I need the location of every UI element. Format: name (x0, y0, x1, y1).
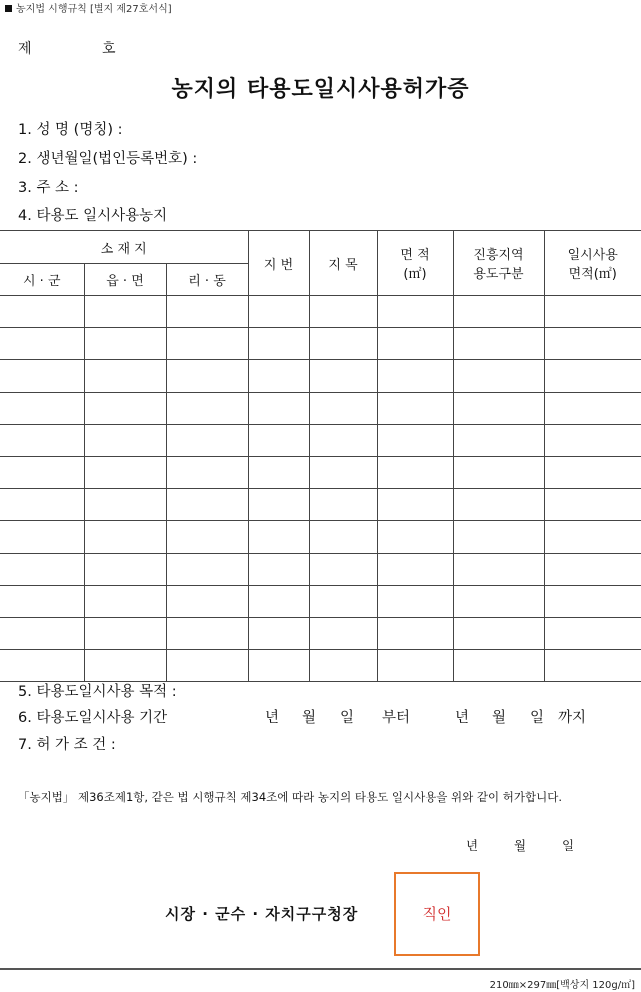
table-row (0, 521, 641, 553)
table-cell (377, 296, 453, 328)
table-cell (248, 650, 309, 682)
lot-number-header: 지 번 (248, 231, 309, 296)
table-cell (84, 489, 166, 521)
town-header: 읍 · 면 (84, 264, 166, 296)
item-birth: 2. 생년월일(법인등록번호) : (18, 151, 198, 167)
table-cell (309, 456, 377, 488)
temp-area-header-line2: 면적(㎡) (568, 267, 617, 282)
table-cell (166, 617, 248, 649)
issue-date-day: 일 (562, 838, 575, 853)
table-row (0, 296, 641, 328)
page-title: 농지의 타용도일시사용허가증 (171, 77, 470, 102)
table-cell (248, 296, 309, 328)
table-cell (84, 650, 166, 682)
table-cell (0, 489, 84, 521)
table-cell (166, 392, 248, 424)
table-cell (248, 585, 309, 617)
form-reference (5, 0, 172, 15)
table-cell (377, 521, 453, 553)
table-cell (544, 585, 641, 617)
table-cell (166, 424, 248, 456)
table-cell (309, 521, 377, 553)
table-cell (0, 553, 84, 585)
village-header: 리 · 동 (166, 264, 248, 296)
table-cell (544, 360, 641, 392)
period-from: 부터 (382, 710, 411, 726)
item-land: 4. 타용도 일시사용농지 (18, 208, 168, 224)
table-cell (166, 650, 248, 682)
table-cell (84, 456, 166, 488)
zone-header (453, 231, 544, 296)
table-cell (0, 456, 84, 488)
item-period (18, 706, 587, 727)
table-cell (377, 360, 453, 392)
table-cell (248, 521, 309, 553)
temp-area-header (544, 231, 641, 296)
paper-spec: 210㎜×297㎜[백상지 120g/㎡] (489, 980, 635, 991)
table-cell (544, 553, 641, 585)
table-cell (84, 553, 166, 585)
item-conditions: 7. 허 가 조 건 : (18, 737, 116, 753)
table-cell (166, 360, 248, 392)
location-header: 소 재 지 (0, 231, 248, 264)
table-cell (453, 360, 544, 392)
table-cell (0, 617, 84, 649)
item-name: 1. 성 명 (명칭) : (18, 122, 123, 138)
table-cell (0, 521, 84, 553)
table-cell (166, 456, 248, 488)
issue-number (18, 38, 116, 58)
table-cell (544, 392, 641, 424)
period-month-start: 월 (302, 710, 317, 726)
table-row (0, 489, 641, 521)
table-cell (0, 392, 84, 424)
table-row (0, 617, 641, 649)
table-row (0, 360, 641, 392)
table-cell (453, 392, 544, 424)
table-cell (453, 489, 544, 521)
table-cell (309, 553, 377, 585)
zone-header-line1: 진흥지역 (473, 248, 524, 263)
table-cell (453, 650, 544, 682)
table-cell (544, 328, 641, 360)
table-cell (166, 328, 248, 360)
table-cell (309, 296, 377, 328)
table-cell (377, 553, 453, 585)
period-year-start: 년 (265, 710, 280, 726)
table-cell (544, 650, 641, 682)
form-reference-text: 농지법 시행규칙 [별지 제27호서식] (16, 4, 172, 15)
land-category-header: 지 목 (309, 231, 377, 296)
area-header-line1: 면 적 (400, 248, 430, 263)
table-cell (248, 617, 309, 649)
table-cell (0, 585, 84, 617)
table-cell (453, 521, 544, 553)
table-cell (377, 392, 453, 424)
table-cell (453, 585, 544, 617)
table-cell (453, 456, 544, 488)
table-cell (248, 360, 309, 392)
table-cell (377, 617, 453, 649)
table-cell (0, 296, 84, 328)
table-row (0, 456, 641, 488)
item-purpose: 5. 타용도일시사용 목적 : (18, 684, 177, 700)
issuer-title: 시장 · 군수 · 자치구구청장 (165, 905, 359, 923)
table-cell (544, 617, 641, 649)
table-row (0, 553, 641, 585)
table-cell (166, 296, 248, 328)
table-cell (453, 553, 544, 585)
period-year-end: 년 (455, 710, 470, 726)
table-cell (0, 360, 84, 392)
period-to: 까지 (558, 710, 587, 726)
table-cell (84, 296, 166, 328)
period-month-end: 월 (492, 710, 507, 726)
table-row (0, 392, 641, 424)
table-cell (453, 424, 544, 456)
table-cell (377, 328, 453, 360)
table-cell (309, 392, 377, 424)
table-cell (248, 489, 309, 521)
table-cell (309, 360, 377, 392)
bottom-divider (0, 968, 641, 970)
table-cell (377, 585, 453, 617)
table-cell (0, 650, 84, 682)
issue-number-suffix: 호 (101, 41, 116, 57)
table-cell (84, 585, 166, 617)
official-seal-box: 직인 (394, 872, 480, 956)
item-address: 3. 주 소 : (18, 180, 79, 196)
issue-date-year: 년 (466, 838, 479, 853)
table-cell (248, 392, 309, 424)
table-cell (166, 585, 248, 617)
table-row (0, 328, 641, 360)
table-cell (453, 328, 544, 360)
table-cell (544, 296, 641, 328)
table-row (0, 424, 641, 456)
table-cell (0, 424, 84, 456)
area-header-line2: (㎡) (403, 267, 427, 282)
table-cell (309, 328, 377, 360)
table-cell (84, 392, 166, 424)
table-cell (309, 585, 377, 617)
table-cell (309, 424, 377, 456)
table-cell (84, 617, 166, 649)
table-cell (84, 424, 166, 456)
table-cell (248, 456, 309, 488)
square-bullet-icon (5, 5, 12, 12)
table-cell (453, 617, 544, 649)
issue-number-prefix: 제 (18, 41, 32, 57)
land-table (0, 230, 641, 682)
table-row (0, 585, 641, 617)
table-cell (377, 650, 453, 682)
table-cell (84, 328, 166, 360)
table-cell (544, 489, 641, 521)
issue-date-month: 월 (514, 838, 527, 853)
table-cell (248, 424, 309, 456)
table-cell (377, 456, 453, 488)
table-cell (453, 296, 544, 328)
area-header (377, 231, 453, 296)
table-row (0, 650, 641, 682)
table-cell (248, 328, 309, 360)
table-cell (309, 617, 377, 649)
table-cell (248, 553, 309, 585)
table-cell (0, 328, 84, 360)
table-cell (166, 489, 248, 521)
city-header: 시 · 군 (0, 264, 84, 296)
table-cell (377, 424, 453, 456)
period-label: 6. 타용도일시사용 기간 (18, 710, 168, 726)
table-cell (377, 489, 453, 521)
period-day-end: 일 (530, 710, 545, 726)
table-cell (544, 521, 641, 553)
permit-statement: 「농지법」 제36조제1항, 같은 법 시행규칙 제34조에 따라 농지의 타용도 일시사용을 위와 같이 허가합니다. (18, 790, 563, 804)
period-day-start: 일 (340, 710, 355, 726)
temp-area-header-line1: 일시사용 (567, 248, 618, 263)
table-cell (544, 424, 641, 456)
table-cell (84, 360, 166, 392)
table-cell (166, 553, 248, 585)
table-cell (166, 521, 248, 553)
table-cell (84, 521, 166, 553)
zone-header-line2: 용도구분 (473, 267, 524, 282)
table-cell (309, 489, 377, 521)
table-cell (309, 650, 377, 682)
table-cell (544, 456, 641, 488)
